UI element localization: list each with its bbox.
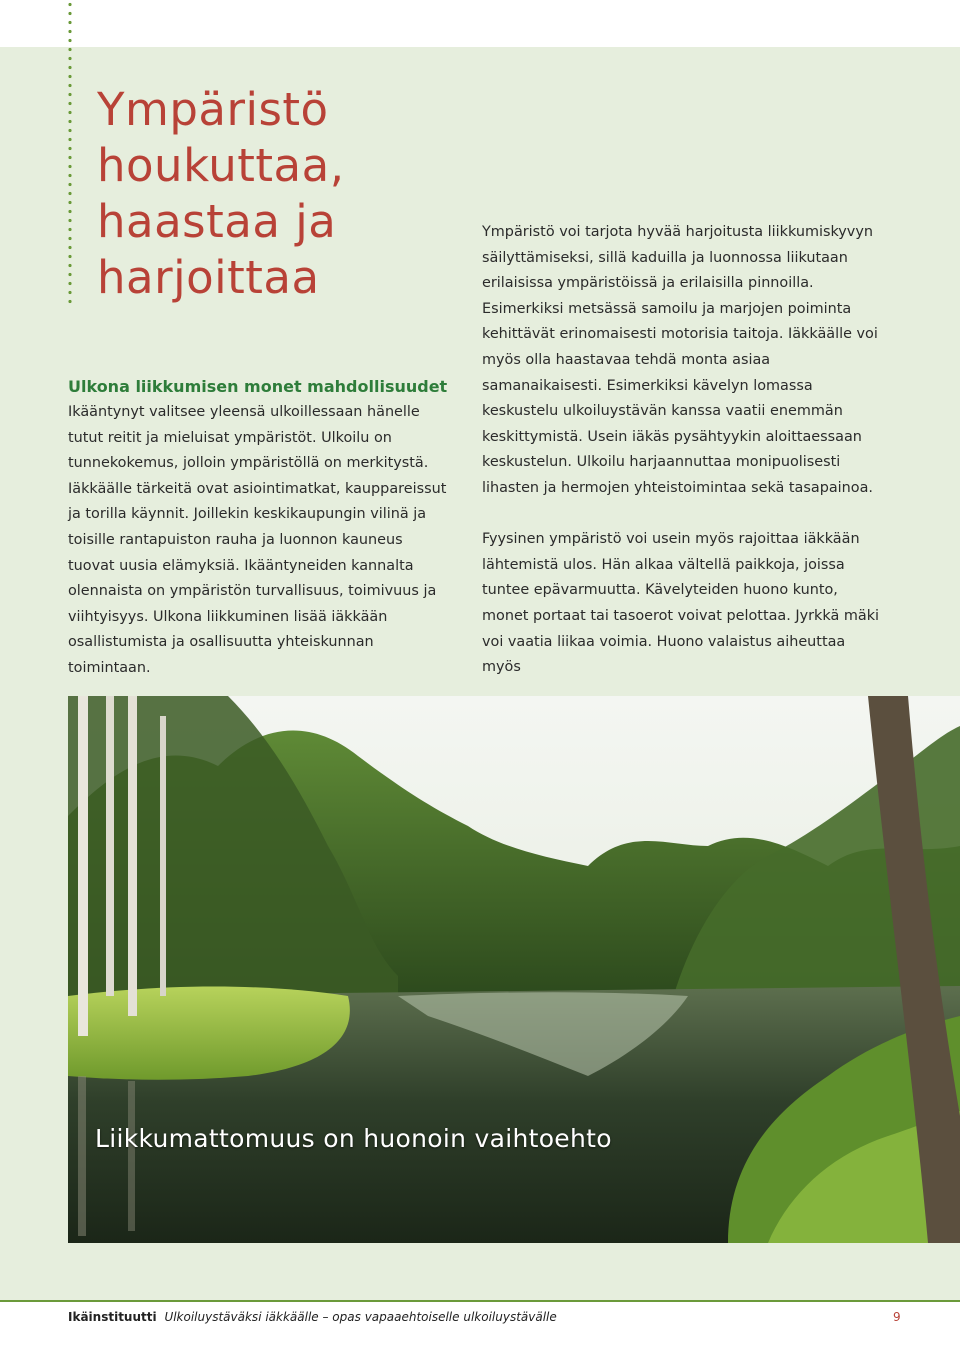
right-column (482, 220, 882, 681)
footer-organization: Ikäinstituutti (68, 1310, 157, 1324)
lake-photo-illustration (68, 696, 960, 1243)
section-heading: Ulkona liikkumisen monet mahdollisuudet (68, 377, 448, 396)
title-line-4: harjoittaa (97, 251, 320, 304)
page-title (97, 82, 457, 306)
footer-rule (0, 1300, 960, 1302)
right-paragraph-1: Ympäristö voi tarjota hyvää harjoitusta liikkumiskyvyn säilyttämiseksi, sillä kaduilla ja luonnossa liikutaan erilaisissa ympäristöissä ja erilaisilla pinnoilla. Esimerkiksi metsässä samoilu ja marjojen poiminta kehittävät erinomaisesti motorisia taitoja. Iäkkäälle voi myös olla haastavaa tehdä monta asiaa samanaikaisesti. Esimerkiksi kävelyn lomassa keskustelu ulkoiluystävän kanssa vaatii enemmän keskittymistä. Usein iäkäs pysähtyykin aloittaessaan keskustelun. Ulkoilu harjaannuttaa monipuolisesti lihasten ja hermojen yhteistoimintaa sekä tasapainoa. (482, 224, 878, 496)
photo-caption: Liikkumattomuus on huonoin vaihtoehto (95, 1124, 612, 1153)
title-line-2: houkuttaa, (97, 139, 345, 192)
left-column (68, 374, 450, 682)
lake-photo (68, 696, 960, 1243)
title-line-3: haastaa ja (97, 195, 337, 248)
left-paragraph: Ikääntynyt valitsee yleensä ulkoillessaan hänelle tutut reitit ja mieluisat ympäristöt. Ulkoilu on tunnekokemus, jolloin ympäristöllä on merkitystä. Iäkkäälle tärkeitä ovat asiointimatkat, kauppareissut ja torilla käynnit. Joillekin keskikaupungin vilinä ja toisille rantapuiston rauha ja luonnon kauneus tuovat uusia elämyksiä. Ikääntyneiden kannalta olennaista on ympäristön turvallisuus, toimivuus ja viihtyisyys. Ulkona liikkuminen lisää iäkkään osallistumista ja osallisuutta yhteiskunnan toimintaan. (68, 404, 447, 676)
title-line-1: Ympäristö (97, 83, 329, 136)
dotted-rule (68, 0, 72, 308)
right-paragraph-2: Fyysinen ympäristö voi usein myös rajoittaa iäkkään lähtemistä ulos. Hän alkaa vältellä paikkoja, joissa tuntee epävarmuutta. Kävelyteiden huono kunto, monet portaat tai tasoerot voivat pelottaa. Jyrkkä mäki voi vaatia liikaa voimia. Huono valaistus aiheuttaa myös (482, 531, 880, 676)
page-number: 9 (893, 1310, 901, 1324)
footer (68, 1310, 557, 1324)
footer-publication: Ulkoiluystäväksi iäkkäälle – opas vapaaehtoiselle ulkoiluystävälle (164, 1310, 557, 1324)
